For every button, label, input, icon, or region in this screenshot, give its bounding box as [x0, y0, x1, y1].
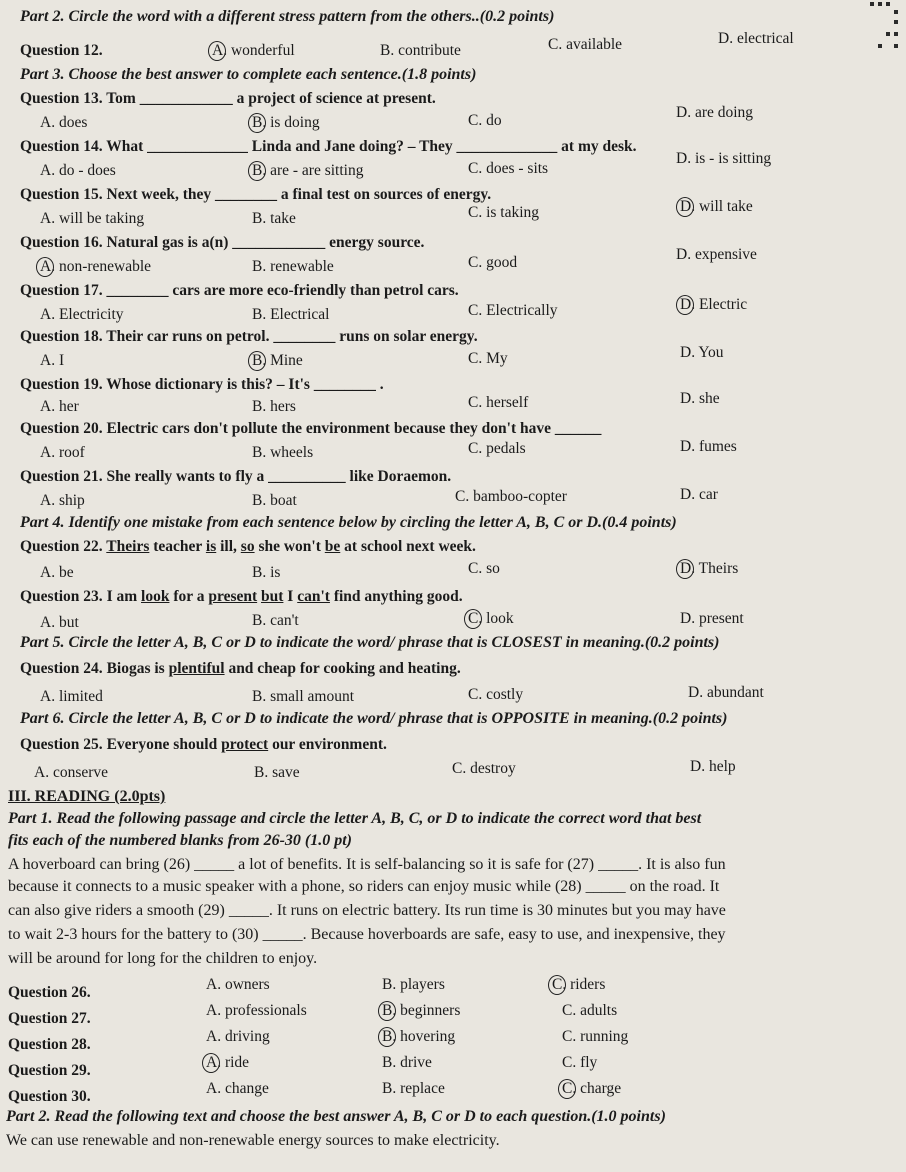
part2-heading: Part 2. Circle the word with a different stress pattern from the others..(0.2 points) [20, 8, 555, 25]
q15-option-a[interactable]: A. will be taking [40, 210, 145, 227]
answer-circle-q29 [202, 1053, 220, 1073]
q19-option-d[interactable]: D. she [680, 390, 720, 407]
q18-option-d[interactable]: D. You [680, 344, 724, 361]
passage-line-3: can also give riders a smooth (29) _____. It runs on electric battery. Its run time is 30 minutes but you may have [8, 902, 726, 919]
q22-option-d[interactable]: D. Theirs [680, 560, 739, 577]
q13-option-b[interactable]: B. is doing [252, 114, 320, 131]
answer-circle-q17 [676, 295, 694, 315]
q25-option-a[interactable]: A. conserve [34, 764, 109, 781]
q13-option-a[interactable]: A. does [40, 114, 88, 131]
q20-option-c[interactable]: C. pedals [468, 440, 526, 457]
part3-heading: Part 3. Choose the best answer to complete each sentence.(1.8 points) [20, 66, 477, 83]
q16-option-b[interactable]: B. renewable [252, 258, 334, 275]
q19-option-a[interactable]: A. her [40, 398, 79, 415]
q14-option-d[interactable]: D. is - is sitting [676, 150, 772, 167]
q21-option-b[interactable]: B. boat [252, 492, 297, 509]
q29-label: Question 29. [8, 1062, 91, 1079]
q17-option-b[interactable]: B. Electrical [252, 306, 330, 323]
q19-stem: Question 19. Whose dictionary is this? – It's ________ . [20, 376, 384, 393]
q22-sentence: Question 22. Theirs teacher is ill, so she won't be at school next week. [20, 538, 476, 555]
reading-part2-intro: We can use renewable and non-renewable energy sources to make electricity. [6, 1132, 500, 1149]
q27-option-c[interactable]: C. adults [562, 1002, 618, 1019]
q28-label: Question 28. [8, 1036, 91, 1053]
q23-option-b[interactable]: B. can't [252, 612, 299, 629]
q26-option-c[interactable]: C. riders [552, 976, 606, 993]
q23-option-c[interactable]: C. look [468, 610, 514, 627]
q20-option-d[interactable]: D. fumes [680, 438, 737, 455]
q18-option-b[interactable]: B. Mine [252, 352, 303, 369]
q21-option-a[interactable]: A. ship [40, 492, 85, 509]
q12-option-a[interactable]: A. wonderful [212, 42, 295, 59]
q18-option-c[interactable]: C. My [468, 350, 508, 367]
q17-stem: Question 17. ________ cars are more eco-friendly than petrol cars. [20, 282, 459, 299]
q21-option-c[interactable]: C. bamboo-copter [455, 488, 567, 505]
part4-heading: Part 4. Identify one mistake from each sentence below by circling the letter A, B, C or D.(0.4 points) [20, 514, 677, 531]
q20-option-a[interactable]: A. roof [40, 444, 85, 461]
q24-option-b[interactable]: B. small amount [252, 688, 355, 705]
q12-option-c[interactable]: C. available [548, 36, 623, 53]
q12-option-b[interactable]: B. contribute [380, 42, 461, 59]
q25-option-c[interactable]: C. destroy [452, 760, 516, 777]
q14-option-c[interactable]: C. does - sits [468, 160, 549, 177]
q22-option-a[interactable]: A. be [40, 564, 74, 581]
answer-circle-q22 [676, 559, 694, 579]
answer-circle-q14 [248, 161, 266, 181]
q30-label: Question 30. [8, 1088, 91, 1105]
q25-option-d[interactable]: D. help [690, 758, 736, 775]
q17-option-c[interactable]: C. Electrically [468, 302, 558, 319]
part5-heading: Part 5. Circle the letter A, B, C or D to indicate the word/ phrase that is CLOSEST in meaning.(0.2 points) [20, 634, 720, 651]
q30-option-c[interactable]: C. charge [562, 1080, 622, 1097]
q15-option-b[interactable]: B. take [252, 210, 296, 227]
q17-option-a[interactable]: A. Electricity [40, 306, 124, 323]
q26-label: Question 26. [8, 984, 91, 1001]
q29-option-c[interactable]: C. fly [562, 1054, 598, 1071]
q27-label: Question 27. [8, 1010, 91, 1027]
reading-part1-heading-line1: Part 1. Read the following passage and circle the letter A, B, C, or D to indicate the correct word that best [8, 810, 702, 827]
q15-stem: Question 15. Next week, they ________ a final test on sources of energy. [20, 186, 492, 203]
q19-option-b[interactable]: B. hers [252, 398, 296, 415]
q29-option-a[interactable]: A. ride [206, 1054, 250, 1071]
q20-stem: Question 20. Electric cars don't pollute the environment because they don't have ______ [20, 420, 602, 437]
q13-stem: Question 13. Tom ____________ a project of science at present. [20, 90, 436, 107]
answer-circle-q30 [558, 1079, 576, 1099]
q27-option-b[interactable]: B. beginners [382, 1002, 461, 1019]
q16-option-a[interactable]: A. non-renewable [40, 258, 152, 275]
answer-circle-q16 [36, 257, 54, 277]
q22-option-b[interactable]: B. is [252, 564, 281, 581]
q14-option-b[interactable]: B. are - are sitting [252, 162, 364, 179]
q18-option-a[interactable]: A. I [40, 352, 65, 369]
q16-stem: Question 16. Natural gas is a(n) ____________ energy source. [20, 234, 425, 251]
q23-option-d[interactable]: D. present [680, 610, 744, 627]
q26-option-b[interactable]: B. players [382, 976, 445, 993]
q20-option-b[interactable]: B. wheels [252, 444, 314, 461]
answer-circle-q28 [378, 1027, 396, 1047]
q28-option-c[interactable]: C. running [562, 1028, 629, 1045]
q14-stem: Question 14. What _____________ Linda and Jane doing? – They _____________ at my desk. [20, 138, 637, 155]
q12-label: Question 12. [20, 42, 103, 59]
q24-option-a[interactable]: A. limited [40, 688, 103, 705]
q30-option-a[interactable]: A. change [206, 1080, 269, 1097]
q23-option-a[interactable]: A. but [40, 614, 79, 631]
q27-option-a[interactable]: A. professionals [206, 1002, 307, 1019]
q28-option-a[interactable]: A. driving [206, 1028, 270, 1045]
q23-sentence: Question 23. I am look for a present but I can't find anything good. [20, 588, 463, 605]
q13-option-c[interactable]: C. do [468, 112, 502, 129]
q22-option-c[interactable]: C. so [468, 560, 500, 577]
q16-option-d[interactable]: D. expensive [676, 246, 757, 263]
q29-option-b[interactable]: B. drive [382, 1054, 432, 1071]
q21-stem: Question 21. She really wants to fly a __________ like Doraemon. [20, 468, 452, 485]
answer-circle-q18 [248, 351, 266, 371]
answer-circle-q26 [548, 975, 566, 995]
q24-option-c[interactable]: C. costly [468, 686, 524, 703]
q25-sentence: Question 25. Everyone should protect our environment. [20, 736, 387, 753]
q24-sentence: Question 24. Biogas is plentiful and cheap for cooking and heating. [20, 660, 461, 677]
reading-part2-heading: Part 2. Read the following text and choose the best answer A, B, C or D to each question.(1.0 points) [6, 1108, 666, 1125]
q14-option-a[interactable]: A. do - does [40, 162, 116, 179]
part6-heading: Part 6. Circle the letter A, B, C or D to indicate the word/ phrase that is OPPOSITE in meaning.(0.2 points) [20, 710, 728, 727]
q24-option-d[interactable]: D. abundant [688, 684, 764, 701]
passage-line-1: A hoverboard can bring (26) _____ a lot of benefits. It is self-balancing so it is safe for (27) _____. It is also fun [8, 856, 726, 873]
q17-option-d[interactable]: D. Electric [680, 296, 748, 313]
answer-circle-q27 [378, 1001, 396, 1021]
passage-line-5: will be around for long for the children to enjoy. [8, 950, 318, 967]
q16-option-c[interactable]: C. good [468, 254, 518, 271]
q15-option-d[interactable]: D. will take [680, 198, 753, 215]
q18-stem: Question 18. Their car runs on petrol. ________ runs on solar energy. [20, 328, 478, 345]
passage-line-2: because it connects to a music speaker with a phone, so riders can enjoy music while (28) _____ on the road. It [8, 878, 720, 895]
passage-line-4: to wait 2-3 hours for the battery to (30) _____. Because hoverboards are safe, easy to use, and inexpensive, they [8, 926, 726, 943]
answer-circle-q13 [248, 113, 266, 133]
q13-option-d[interactable]: D. are doing [676, 104, 754, 121]
answer-circle-q23 [464, 609, 482, 629]
q12-option-d[interactable]: D. electrical [718, 30, 794, 47]
q28-option-b[interactable]: B. hovering [382, 1028, 456, 1045]
q19-option-c[interactable]: C. herself [468, 394, 529, 411]
q15-option-c[interactable]: C. is taking [468, 204, 540, 221]
answer-circle-q12 [208, 41, 226, 61]
reading-part1-heading-line2: fits each of the numbered blanks from 26-30 (1.0 pt) [8, 832, 352, 849]
q21-option-d[interactable]: D. car [680, 486, 718, 503]
q26-option-a[interactable]: A. owners [206, 976, 270, 993]
reading-heading: III. READING (2.0pts) [8, 788, 166, 805]
q30-option-b[interactable]: B. replace [382, 1080, 445, 1097]
q25-option-b[interactable]: B. save [254, 764, 300, 781]
corner-dots-decoration [868, 2, 902, 52]
answer-circle-q15 [676, 197, 694, 217]
